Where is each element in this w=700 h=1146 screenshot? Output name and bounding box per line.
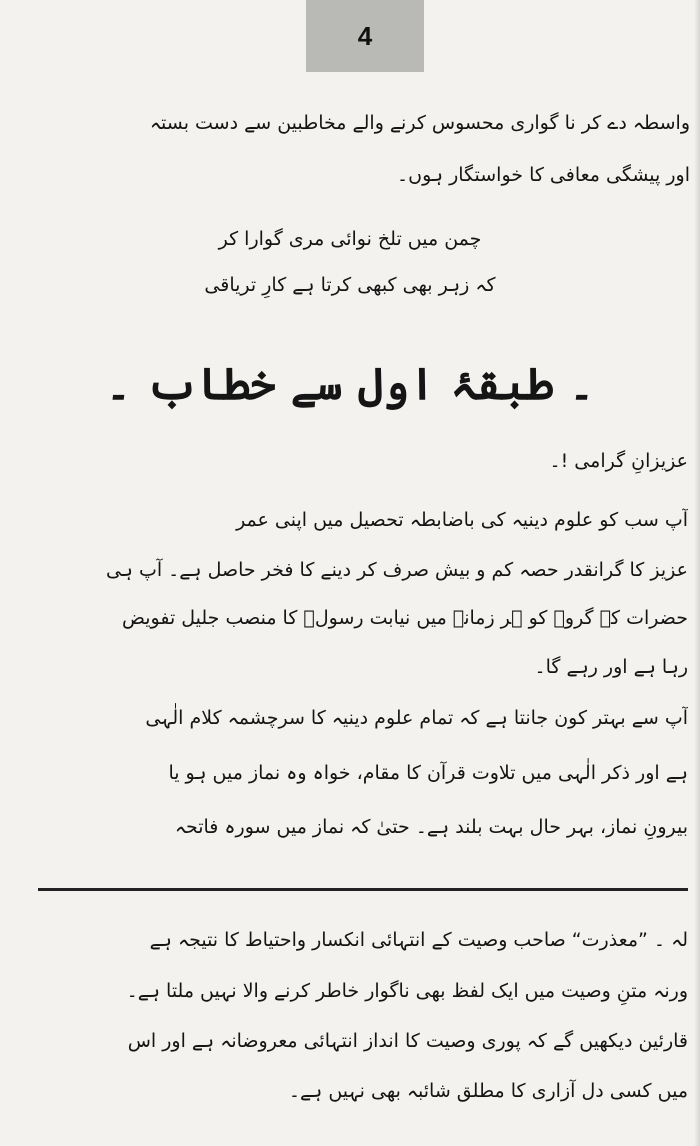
para1-line-1: آپ سب کو علوم دینیہ کی باضابطہ تحصیل میں اپنی عمر [236, 509, 688, 531]
para2-line-2: ہے اور ذکر الٰہی میں تلاوت قرآن کا مقام، خواہ وہ نماز میں ہو یا [168, 762, 688, 784]
footnote-line-3: قارئین دیکھیں گے کہ پوری وصیت کا انداز انتہائی معروضانہ ہے اور اس [127, 1030, 688, 1052]
para2-line-3: بیرونِ نماز، بہر حال بہت بلند ہے۔ حتیٰ کہ نماز میں سورہ فاتحہ [174, 816, 688, 838]
footnote-line-4: میں کسی دل آزاری کا مطلق شائبہ بھی نہیں ہے۔ [288, 1080, 688, 1102]
section-heading: ۔ طبقۂ اول سے خطاب ۔ [105, 359, 595, 410]
para1-line-2: عزیز کا گرانقدر حصہ کم و بیش صرف کر دینے کا فخر حاصل ہے۔ آپ ہی [105, 559, 688, 581]
footnote-line-2: ورنہ متنِ وصیت میں ایک لفظ بھی ناگوار خاطر کرنے والا نہیں ملتا ہے۔ [126, 980, 688, 1002]
intro-line-2: اور پیشگی معافی کا خواستگار ہوں۔ [397, 164, 690, 186]
para1-line-4: رہا ہے اور رہے گا۔ [534, 656, 688, 678]
verse-line-2: کہ زہر بھی کبھی کرتا ہے کارِ تریاقی [204, 274, 496, 296]
page-edge-shadow [694, 0, 700, 1146]
salutation: عزیزانِ گرامی !۔ [549, 450, 688, 472]
footnote-divider [38, 888, 688, 891]
verse-line-1: چمن میں تلخ نوائی مری گوارا کر [218, 228, 482, 250]
page-number: 4 [306, 0, 424, 72]
intro-line-1: واسطہ دے کر نا گواری محسوس کرنے والے مخاطبین سے دست بستہ [149, 112, 690, 134]
para2-line-1: آپ سے بہتر کون جانتا ہے کہ تمام علوم دینیہ کا سرچشمہ کلام الٰہی [145, 707, 688, 729]
footnote-line-1: لہ ۔ ”معذرت“ صاحب وصیت کے انتہائی انکسار واحتیاط کا نتیجہ ہے [149, 929, 688, 951]
para1-line-3: حضرات کے گروہ کو ہر زمانہ میں نیابت رسولؐ کا منصب جلیل تفویض [121, 607, 688, 629]
